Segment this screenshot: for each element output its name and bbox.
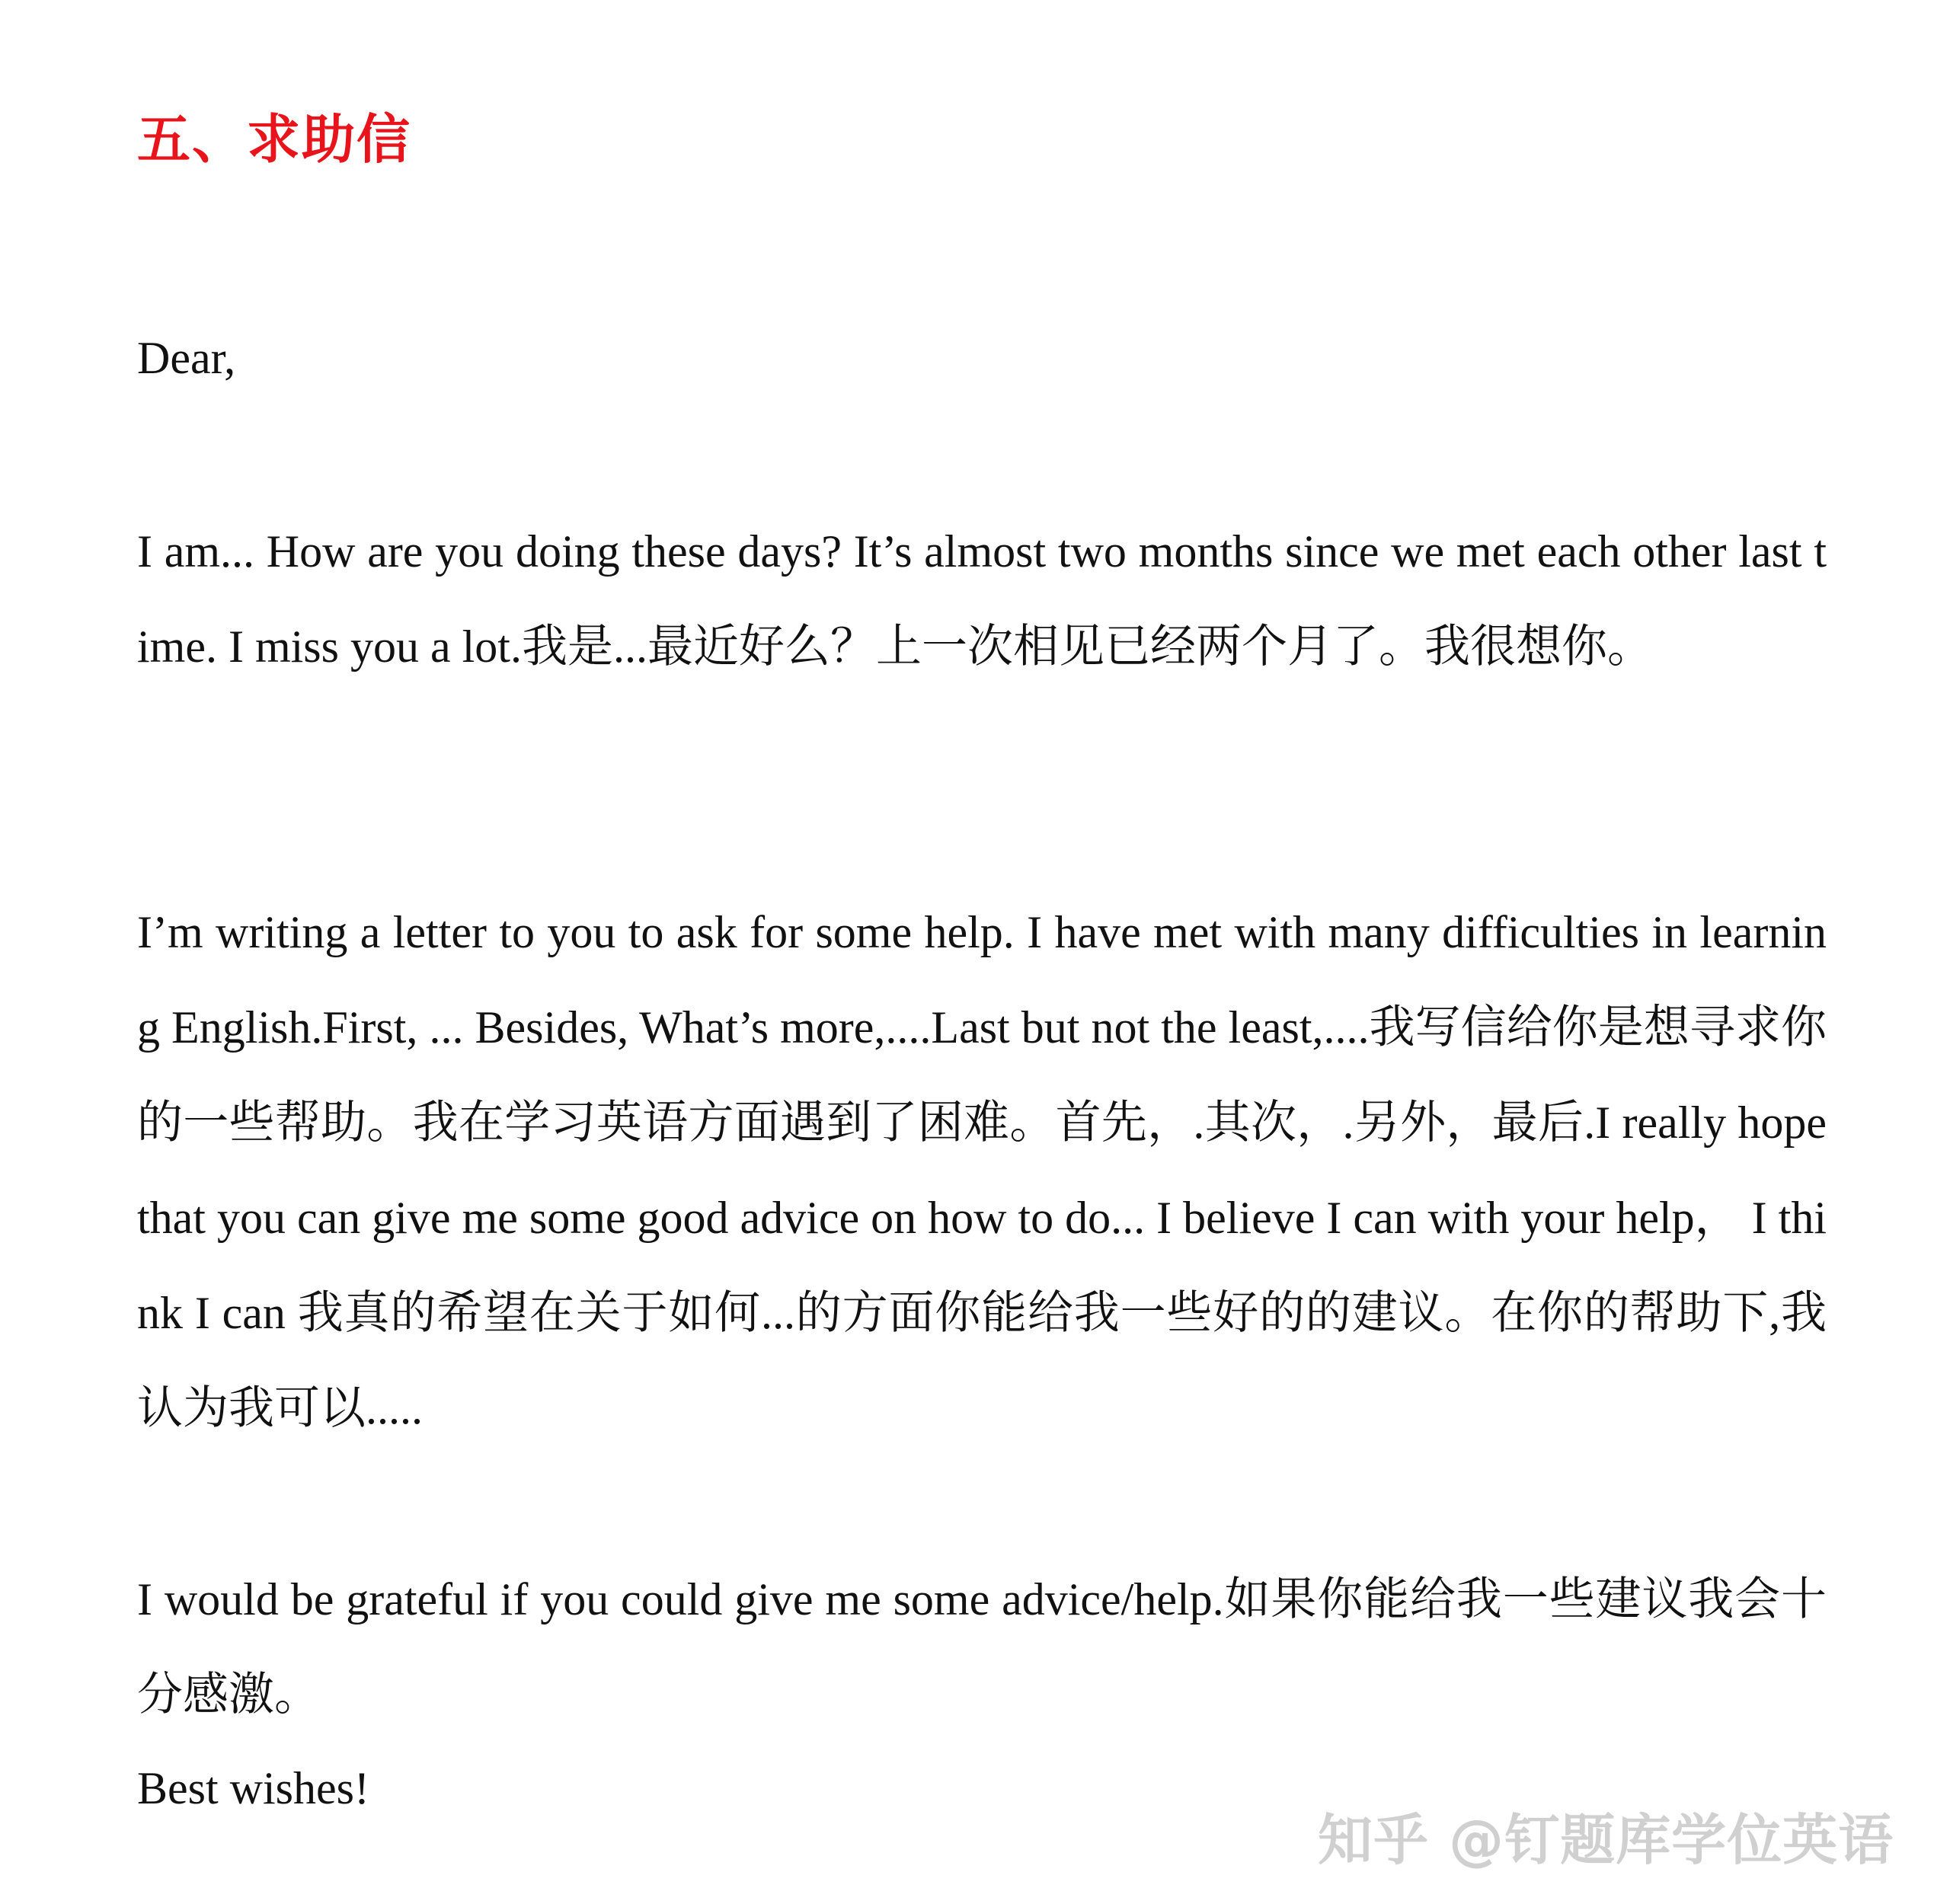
source-watermark: 知乎 @钉题库学位英语 bbox=[1318, 1808, 1894, 1872]
letter-closing: Best wishes! bbox=[137, 1763, 369, 1813]
letter-salutation: Dear, bbox=[137, 333, 236, 383]
letter-paragraph-gratitude: I would be grateful if you could give me some advice/help.如果你能给我一些建议我会十分感激。 bbox=[137, 1574, 1827, 1720]
letter-paragraph-request: I’m writing a letter to you to ask for some help. I have met with many difficulties in learning English.First, ... Besides, What’s more,....Last but not the least,....我写信给你是想寻求你的一些帮助。我在学习英语方面遇到了困难。首先，.其次，.另外，最后.I really hope that you can give me some good advice on how to do... I believe I can with your help， I think I can 我真的希望在关于如何...的方面你能给我一些好的的建议。在你的帮助下,我认为我可以..... bbox=[137, 907, 1827, 1433]
letter-paragraph-opening: I am... How are you doing these days? It’s almost two months since we met each other last time. I miss you a lot.我是...最近好么？上一次相见已经两个月了。我很想你。 bbox=[137, 526, 1827, 672]
section-heading: 五、求助信 bbox=[137, 111, 411, 170]
